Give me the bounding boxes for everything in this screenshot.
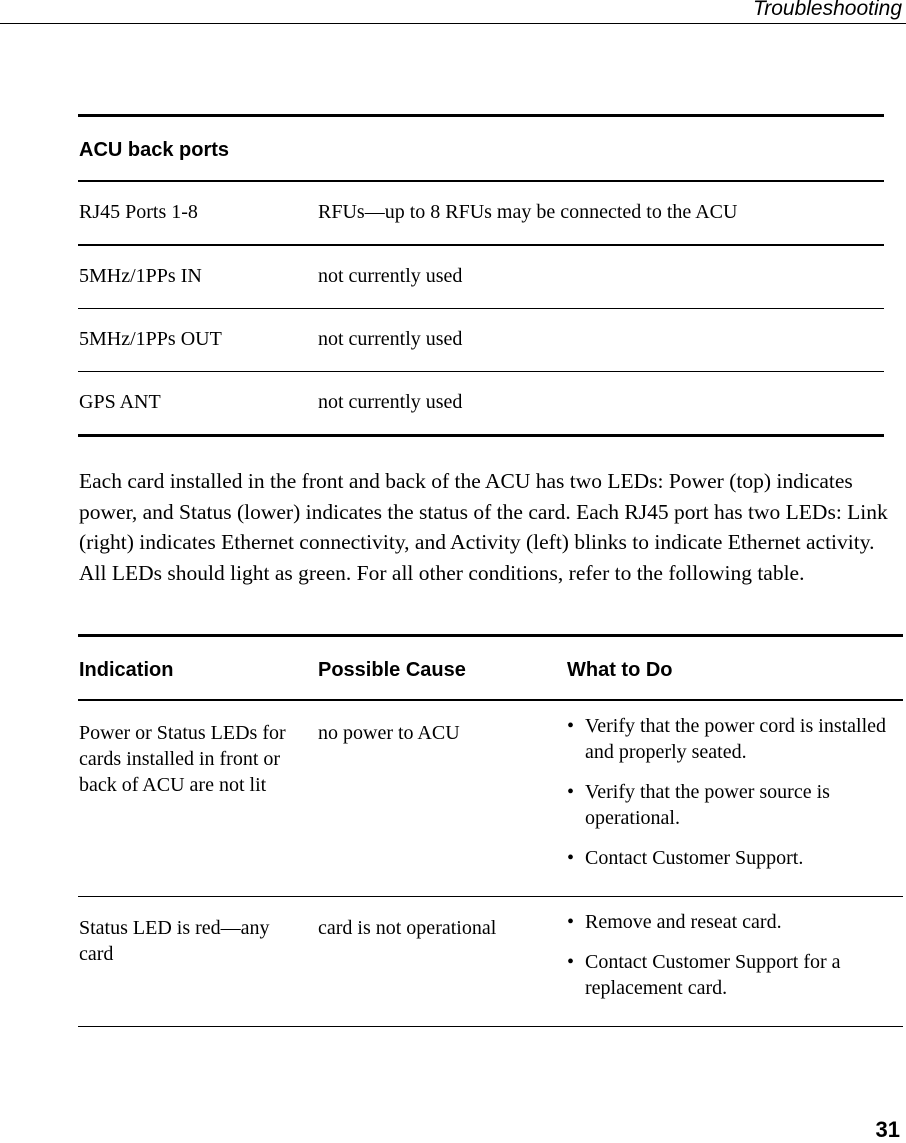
cause-cell: no power to ACU xyxy=(318,722,460,744)
port-name: RJ45 Ports 1-8 xyxy=(79,201,198,223)
list-item xyxy=(567,909,887,935)
list-item xyxy=(567,779,887,831)
table-row xyxy=(78,246,884,308)
port-description: RFUs—up to 8 RFUs may be connected to the ACU xyxy=(318,201,738,223)
table-header-row xyxy=(78,637,903,699)
column-header-indication: Indication xyxy=(79,659,174,681)
bullet-icon: • xyxy=(567,847,575,869)
column-header-cause: Possible Cause xyxy=(318,659,466,681)
bullet-icon: • xyxy=(567,911,575,933)
bullet-icon: • xyxy=(567,951,575,973)
table-rule xyxy=(78,434,884,437)
action-text: Verify that the power source is operational. xyxy=(585,781,830,829)
column-header-action: What to Do xyxy=(567,659,673,681)
table-rule xyxy=(78,1026,903,1027)
action-list xyxy=(567,909,887,1015)
header-rule xyxy=(0,23,906,24)
port-name: GPS ANT xyxy=(79,391,161,413)
indication-cell: Status LED is red—any card xyxy=(79,917,270,965)
table-row xyxy=(78,182,884,244)
table-row xyxy=(78,309,884,371)
port-description: not currently used xyxy=(318,265,463,287)
list-item xyxy=(567,845,887,871)
bullet-icon: • xyxy=(567,781,575,803)
ports-table-title-row xyxy=(78,117,884,180)
port-name: 5MHz/1PPs OUT xyxy=(79,328,222,350)
list-item xyxy=(567,713,887,765)
port-name: 5MHz/1PPs IN xyxy=(79,265,202,287)
action-text: Remove and reseat card. xyxy=(585,911,782,933)
led-description-paragraph: Each card installed in the front and back of the ACU has two LEDs: Power (top) indicates power, and Status (lower) indicates the status of the card. Each RJ45 port has two LEDs: Link (right) indicates Ethernet connectivity, and Activity (left) blinks to indicate Ethernet activity. All LEDs should light as green. For all other conditions, refer to the following table. xyxy=(79,469,888,585)
table-row xyxy=(78,701,903,896)
cause-cell: card is not operational xyxy=(318,917,497,939)
table-row xyxy=(78,372,884,434)
led-troubleshooting-table xyxy=(78,634,903,1027)
action-list xyxy=(567,713,887,885)
ports-table-title: ACU back ports xyxy=(79,139,230,161)
port-description: not currently used xyxy=(318,391,463,413)
port-description: not currently used xyxy=(318,328,463,350)
action-text: Verify that the power cord is installed and properly seated. xyxy=(585,715,887,763)
page-number: 31 xyxy=(875,1117,900,1142)
indication-cell: Power or Status LEDs for cards installed in front or back of ACU are not lit xyxy=(79,722,286,796)
action-text: Contact Customer Support for a replacement card. xyxy=(585,951,841,999)
ports-table xyxy=(78,114,884,437)
action-text: Contact Customer Support. xyxy=(585,847,804,869)
section-title: Troubleshooting xyxy=(752,0,902,20)
bullet-icon: • xyxy=(567,715,575,737)
list-item xyxy=(567,949,887,1001)
table-row xyxy=(78,897,903,1026)
